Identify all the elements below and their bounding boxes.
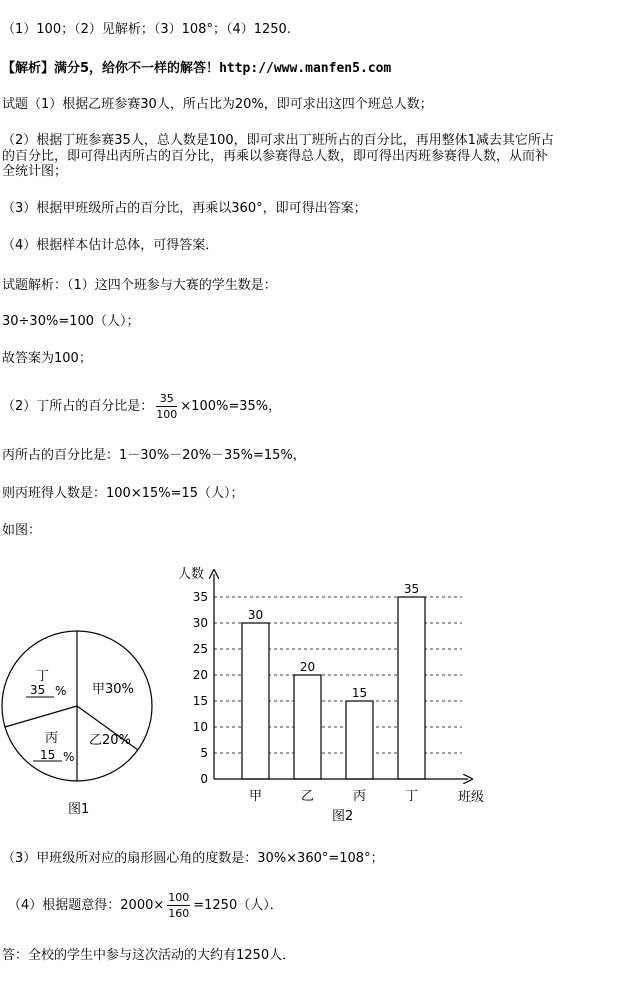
- solution-3: （3）甲班级所对应的扇形圆心角的度数是：30%×360°=108°；: [2, 851, 384, 866]
- bar-chart-caption: 图2: [332, 809, 354, 824]
- bar-value-labels: [248, 582, 419, 700]
- y-tick-label: 25: [192, 642, 208, 656]
- solution-2-bing-percent: 丙所占的百分比是：1－30%－20%－35%=15%，: [2, 448, 306, 463]
- y-tick-label: 15: [192, 694, 208, 708]
- analysis-header: [2, 61, 391, 77]
- bar-value-label: 30: [247, 608, 264, 622]
- pie-label-jia: 甲30%: [92, 682, 134, 697]
- fraction-denominator: 160: [168, 907, 190, 920]
- solution-1-calc: 30÷30%=100（人）；: [2, 314, 140, 329]
- pie-unit-bing: %: [63, 750, 75, 764]
- pie-divider-left: [5, 706, 77, 727]
- y-tick-label: 0: [200, 772, 208, 786]
- bar-value-label: 15: [351, 686, 368, 700]
- fraction-denominator: 100: [156, 408, 178, 421]
- solution-4-suffix: =1250（人）．: [193, 898, 283, 913]
- bar-chart: [170, 560, 500, 830]
- pie-chart: [0, 630, 160, 820]
- answer-line: （1）100；（2）见解析；（3）108°；（4）1250.: [2, 22, 291, 37]
- bar-3: [398, 597, 425, 779]
- conclusion: 答：全校的学生中参与这次活动的大约有1250人．: [2, 948, 296, 963]
- y-tick-label: 10: [192, 720, 208, 734]
- fraction-100-over-160: [167, 891, 190, 920]
- fraction-35-over-100: [156, 392, 177, 421]
- pie-caption: 图1: [68, 802, 90, 817]
- solution-4: [8, 888, 283, 924]
- source-url[interactable]: http://www.manfen5.com: [219, 61, 392, 76]
- x-tick-labels: [249, 789, 418, 804]
- hint-2-line-1: （2）根据丁班参赛35人，总人数是100，即可求出丁班所占的百分比，再用整体1减去其它所占: [2, 133, 554, 148]
- y-tick-label: 30: [192, 616, 208, 630]
- fraction-numerator: 35: [156, 392, 177, 407]
- hint-3: （3）根据甲班级所占的百分比，再乘以360°，即可得出答案；: [2, 201, 367, 216]
- analysis-label: 【解析】: [2, 61, 55, 76]
- x-tick-label: 乙: [300, 789, 315, 804]
- solution-2-suffix: ×100%=35%，: [180, 399, 282, 414]
- pie-value-ding: 35: [30, 683, 46, 697]
- bar-value-label: 20: [299, 660, 316, 674]
- x-tick-label: 丙: [352, 789, 367, 804]
- y-axis-label: 人数: [178, 567, 205, 582]
- pie-label-ding: 丁: [36, 669, 50, 684]
- pie-label-yi: 乙20%: [89, 733, 131, 748]
- x-axis-label: 班级: [458, 790, 485, 805]
- solution-2-prefix: （2）丁所占的百分比是：: [2, 399, 154, 414]
- bar-0: [242, 623, 269, 779]
- solution-2-figure-intro: 如图：: [2, 523, 42, 538]
- analysis-slogan: 满分5，给你不一样的解答！: [54, 61, 220, 76]
- bars: [242, 597, 425, 779]
- pie-unit-ding: %: [55, 684, 67, 698]
- x-tick-label: 甲: [248, 789, 263, 804]
- bar-2: [346, 701, 373, 779]
- y-tick-label: 20: [192, 668, 208, 682]
- y-tick-label: 35: [192, 590, 208, 604]
- solution-4-prefix: （4）根据题意得：2000×: [8, 898, 165, 913]
- y-tick-labels: [193, 590, 208, 786]
- fraction-numerator: 100: [168, 891, 190, 904]
- solution-2-ding: [2, 389, 281, 425]
- pie-label-bing: 丙: [45, 731, 59, 746]
- hint-2-line-2: 的百分比，即可得出丙所占的百分比，再乘以参赛得总人数，即可得出丙班参赛得人数，从而补: [2, 149, 549, 164]
- x-tick-label: 丁: [404, 789, 419, 804]
- solution-intro: 试题解析：（1）这四个班参与大赛的学生数是：: [2, 278, 277, 293]
- solution-2-bing-count: 则丙班得人数是：100×15%=15（人）；: [2, 486, 244, 501]
- pie-value-bing: 15: [40, 748, 56, 762]
- hint-2-line-3: 全统计图；: [2, 164, 68, 179]
- hint-4: （4）根据样本估计总体，可得答案．: [2, 238, 219, 253]
- y-tick-label: 5: [200, 746, 208, 760]
- solution-1-answer: 故答案为100；: [2, 351, 92, 366]
- hint-1: 试题（1）根据乙班参赛30人，所占比为20%，即可求出这四个班总人数；: [2, 97, 433, 112]
- bar-value-label: 35: [403, 582, 420, 596]
- bar-1: [294, 675, 321, 779]
